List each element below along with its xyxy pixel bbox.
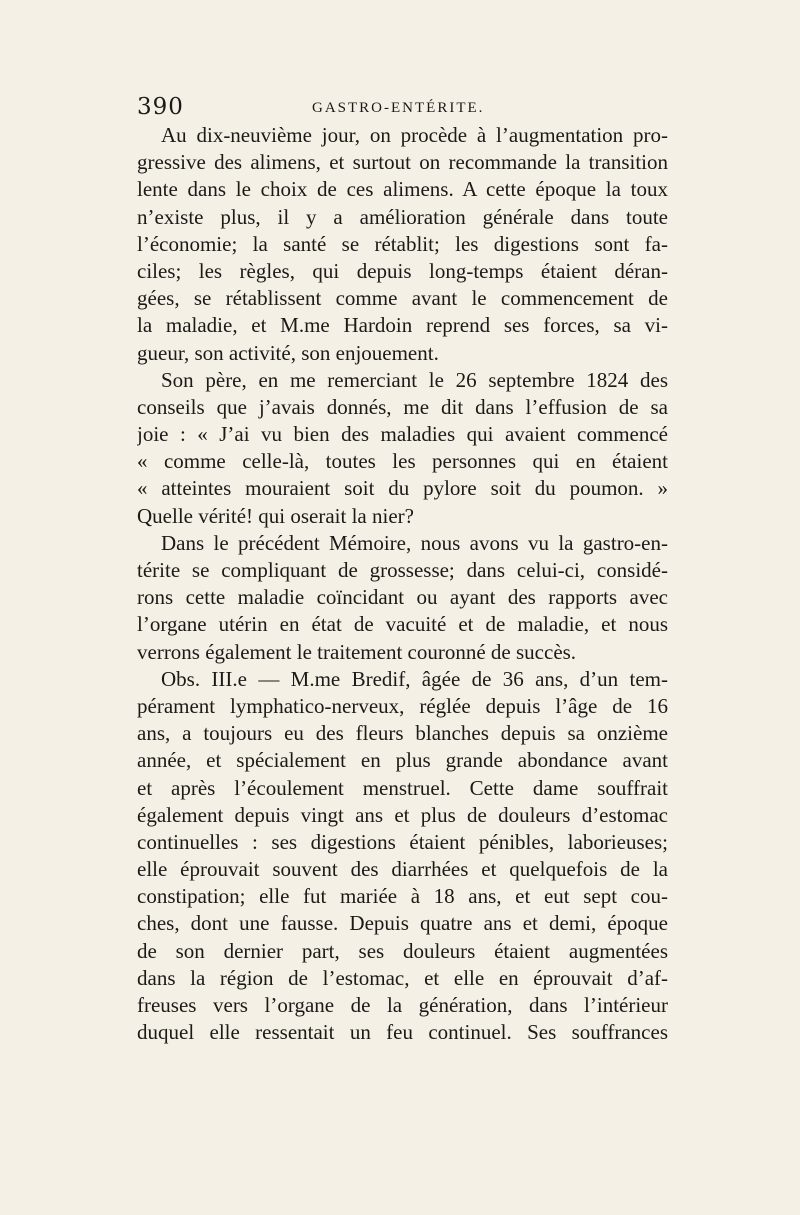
text-line: « comme celle-là, toutes les personnes qui en étaient bbox=[137, 449, 668, 474]
text-line: ans, a toujours eu des fleurs blanches depuis sa onzième bbox=[137, 721, 668, 746]
page-header bbox=[137, 94, 682, 124]
text-line: l’économie; la santé se rétablit; les digestions sont fa- bbox=[137, 231, 668, 256]
text-line: année, et spécialement en plus grande abondance avant bbox=[137, 748, 668, 773]
text-line: Quelle vérité! qui oserait la nier? bbox=[137, 503, 414, 528]
text-line: dans la région de l’estomac, et elle en éprouvait d’af- bbox=[137, 965, 668, 990]
text-line: rons cette maladie coïncidant ou ayant des rapports avec bbox=[137, 585, 668, 610]
text-line: gressive des alimens, et surtout on recommande la transition bbox=[137, 150, 668, 175]
text-line: freuses vers l’organe de la génération, dans l’intérieur bbox=[137, 993, 668, 1017]
text-line: elle éprouvait souvent des diarrhées et quelquefois de la bbox=[137, 857, 668, 882]
text-line: Au dix-neuvième jour, on procède à l’augmentation pro- bbox=[161, 123, 668, 147]
text-line: et après l’écoulement menstruel. Cette dame souffrait bbox=[137, 775, 668, 800]
text-line: « atteintes mouraient soit du pylore soit du poumon. » bbox=[137, 476, 668, 501]
text-line: continuelles : ses digestions étaient pénibles, laborieuses; bbox=[137, 829, 668, 854]
text-line: joie : « J’ai vu bien des maladies qui avaient commencé bbox=[137, 422, 668, 447]
text-line: l’organe utérin en état de vacuité et de maladie, et nous bbox=[137, 612, 668, 637]
text-line: lente dans le choix de ces alimens. A cette époque la toux bbox=[137, 177, 668, 202]
text-line: également depuis vingt ans et plus de douleurs d’estomac bbox=[137, 802, 668, 827]
text-line: Dans le précédent Mémoire, nous avons vu la gastro-en- bbox=[161, 530, 668, 555]
page-number: 390 bbox=[137, 94, 184, 120]
text-line: n’existe plus, il y a amélioration générale dans toute bbox=[137, 204, 668, 229]
text-line: de son dernier part, ses douleurs étaient augmentées bbox=[137, 938, 668, 963]
text-line: constipation; elle fut mariée à 18 ans, et eut sept cou- bbox=[137, 884, 668, 909]
body-text bbox=[137, 122, 668, 1046]
text-line: Obs. III.e — M.me Bredif, âgée de 36 ans, d’un tem- bbox=[161, 666, 668, 691]
text-line: Son père, en me remerciant le 26 septembre 1824 des bbox=[161, 367, 668, 392]
text-line: verrons également le traitement couronné de succès. bbox=[137, 639, 577, 664]
text-line: conseils que j’avais donnés, me dit dans l’effusion de sa bbox=[137, 394, 668, 419]
text-line: ches, dont une fausse. Depuis quatre ans et demi, époque bbox=[137, 911, 668, 936]
text-line: gées, se rétablissent comme avant le commencement de bbox=[137, 286, 668, 311]
text-line: la maladie, et M.me Hardoin reprend ses forces, sa vi- bbox=[137, 313, 668, 338]
text-line: ciles; les règles, qui depuis long-temps étaient déran- bbox=[137, 258, 668, 283]
text-line: pérament lymphatico-nerveux, réglée depuis l’âge de 16 bbox=[137, 693, 668, 718]
text-line: térite se compliquant de grossesse; dans celui-ci, considé- bbox=[137, 558, 668, 582]
text-line: gueur, son activité, son enjouement. bbox=[137, 340, 439, 365]
text-line: duquel elle ressentait un feu continuel. Ses souffrances bbox=[137, 1020, 668, 1045]
running-title: GASTRO-ENTÉRITE. bbox=[312, 100, 485, 116]
